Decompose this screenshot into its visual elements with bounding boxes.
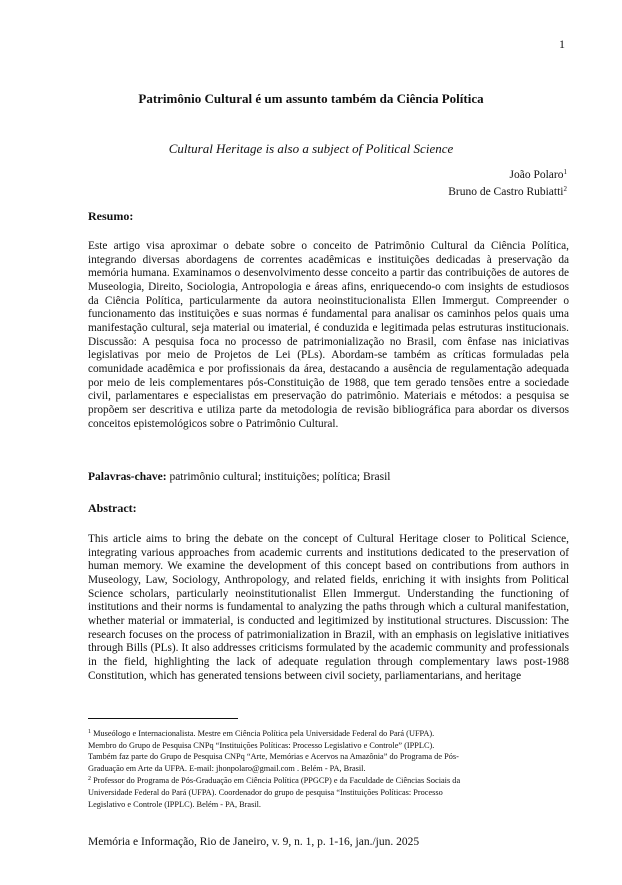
article-title: Patrimônio Cultural é um assunto também da Ciência Política (138, 91, 484, 106)
author-1 (448, 165, 567, 182)
resumo-heading: Resumo: (88, 209, 134, 223)
footnote-separator (88, 718, 238, 719)
author-list (448, 165, 567, 199)
footnote-2 (88, 774, 574, 787)
footnote-line: Graduação em Arte da UFPA. E-mail: jhonpolaro@gmail.com . Belém - PA, Brasil. (88, 763, 366, 773)
footnote-line: Legislativo e Controle (IPPLC). Belém - PA, Brasil. (88, 799, 261, 809)
footnotes (88, 727, 574, 810)
abstract-paragraph: This article aims to bring the debate on the concept of Cultural Heritage closer to Political Science, integrating various approaches from academic currents and institutions dedicated to the preservation of human memory. We examine the development of this concept based on contributions from authors in Museology, Law, Sociology, Anthropology, and related fields, enriching it with insights from Political Science scholars, particularly neoinstitutionalist Ellen Immergut. Understanding the functioning of institutions and their norms is fundamental to analyzing the paths through which a cultural manifestation, whether material or immaterial, is conducted and legitimized by institutional structures. Discussion: The research focuses on the process of patrimonialization in Brazil, with an emphasis on legislative initiatives through Bills (PLs). It also addresses criticisms formulated by the academic community and professionals in the field, highlighting the lack of adequate regulation through complementary laws post-1988 Constitution, which has generated tensions between civil society, parliamentarians, and heritage (88, 533, 569, 682)
article-subtitle: Cultural Heritage is also a subject of Political Science (168, 141, 454, 156)
footnote-ref[interactable]: 1 (563, 168, 567, 176)
footnote-line: Universidade Federal do Pará (UFPA). Coordenador do grupo de pesquisa “Instituições Políticas: Processo (88, 787, 443, 797)
footnote-mark: 2 (88, 776, 91, 783)
author-2 (448, 182, 567, 199)
footnote-mark: 1 (88, 729, 91, 735)
keywords (88, 471, 390, 483)
page-number: 1 (559, 37, 565, 51)
footnote-line: Museólogo e Internacionalista. Mestre em Ciência Política pela Universidade Federal do Pará (UFPA). (93, 729, 435, 738)
journal-citation: Memória e Informação, Rio de Janeiro, v. 9, n. 1, p. 1-16, jan./jun. 2025 (88, 836, 420, 848)
keywords-label: Palavras-chave: (88, 471, 167, 483)
footnote-line: Professor do Programa de Pós-Graduação em Ciência Política (PPGCP) e da Faculdade de Ciências Sociais da (93, 776, 461, 786)
keywords-value: patrimônio cultural; instituições; política; Brasil (169, 471, 391, 483)
resumo-paragraph: Este artigo visa aproximar o debate sobre o conceito de Patrimônio Cultural da Ciência Política, integrando diversas abordagens de correntes acadêmicas e instituições dedicadas à preservação da memória humana. Examinamos o desenvolvimento desse conceito a partir das contribuições de autores de Museologia, Direito, Sociologia, Antropologia e áreas afins, enriquecendo-o com insights de estudiosos da Ciência Política, particularmente da autora neoinstitucionalista Ellen Immergut. Compreender o funcionamento das instituições e suas normas é fundamental para analisar os caminhos pelos quais uma manifestação cultural, seja material ou imaterial, é conduzida e legitimada pelas estruturas institucionais. Discussão: A pesquisa foca no processo de patrimonialização no Brasil, com ênfase nas iniciativas legislativas por meio de Projetos de Lei (PLs). Abordam-se também as críticas formuladas pela comunidade acadêmica e por profissionais da área, destacando a ausência de regulamentação adequada por meio de leis complementares pós-Constituição de 1988, que tem gerado tensões entre a sociedade civil, parlamentares e especialistas em preservação do patrimônio. Materiais e métodos: a pesquisa se propõem ser descritiva e utiliza parte da metodologia de revisão bibliográfica para abordar os diversos conceitos epistemológicos sobre o Patrimônio Cultural. (88, 240, 569, 430)
abstract-heading: Abstract: (88, 501, 137, 515)
footnote-1 (88, 727, 574, 740)
author-name: Bruno de Castro Rubiatti (448, 186, 564, 198)
footnote-ref[interactable]: 2 (563, 185, 567, 193)
footnote-line: Membro do Grupo de Pesquisa CNPq “Instituições Políticas: Processo Legislativo e Controle” (IPPLC). (88, 740, 435, 750)
author-name: João Polaro (509, 169, 564, 181)
footnote-line: Também faz parte do Grupo de Pesquisa CNPq “Arte, Memórias e Acervos na Amazônia” do Programa de Pós- (88, 752, 459, 762)
